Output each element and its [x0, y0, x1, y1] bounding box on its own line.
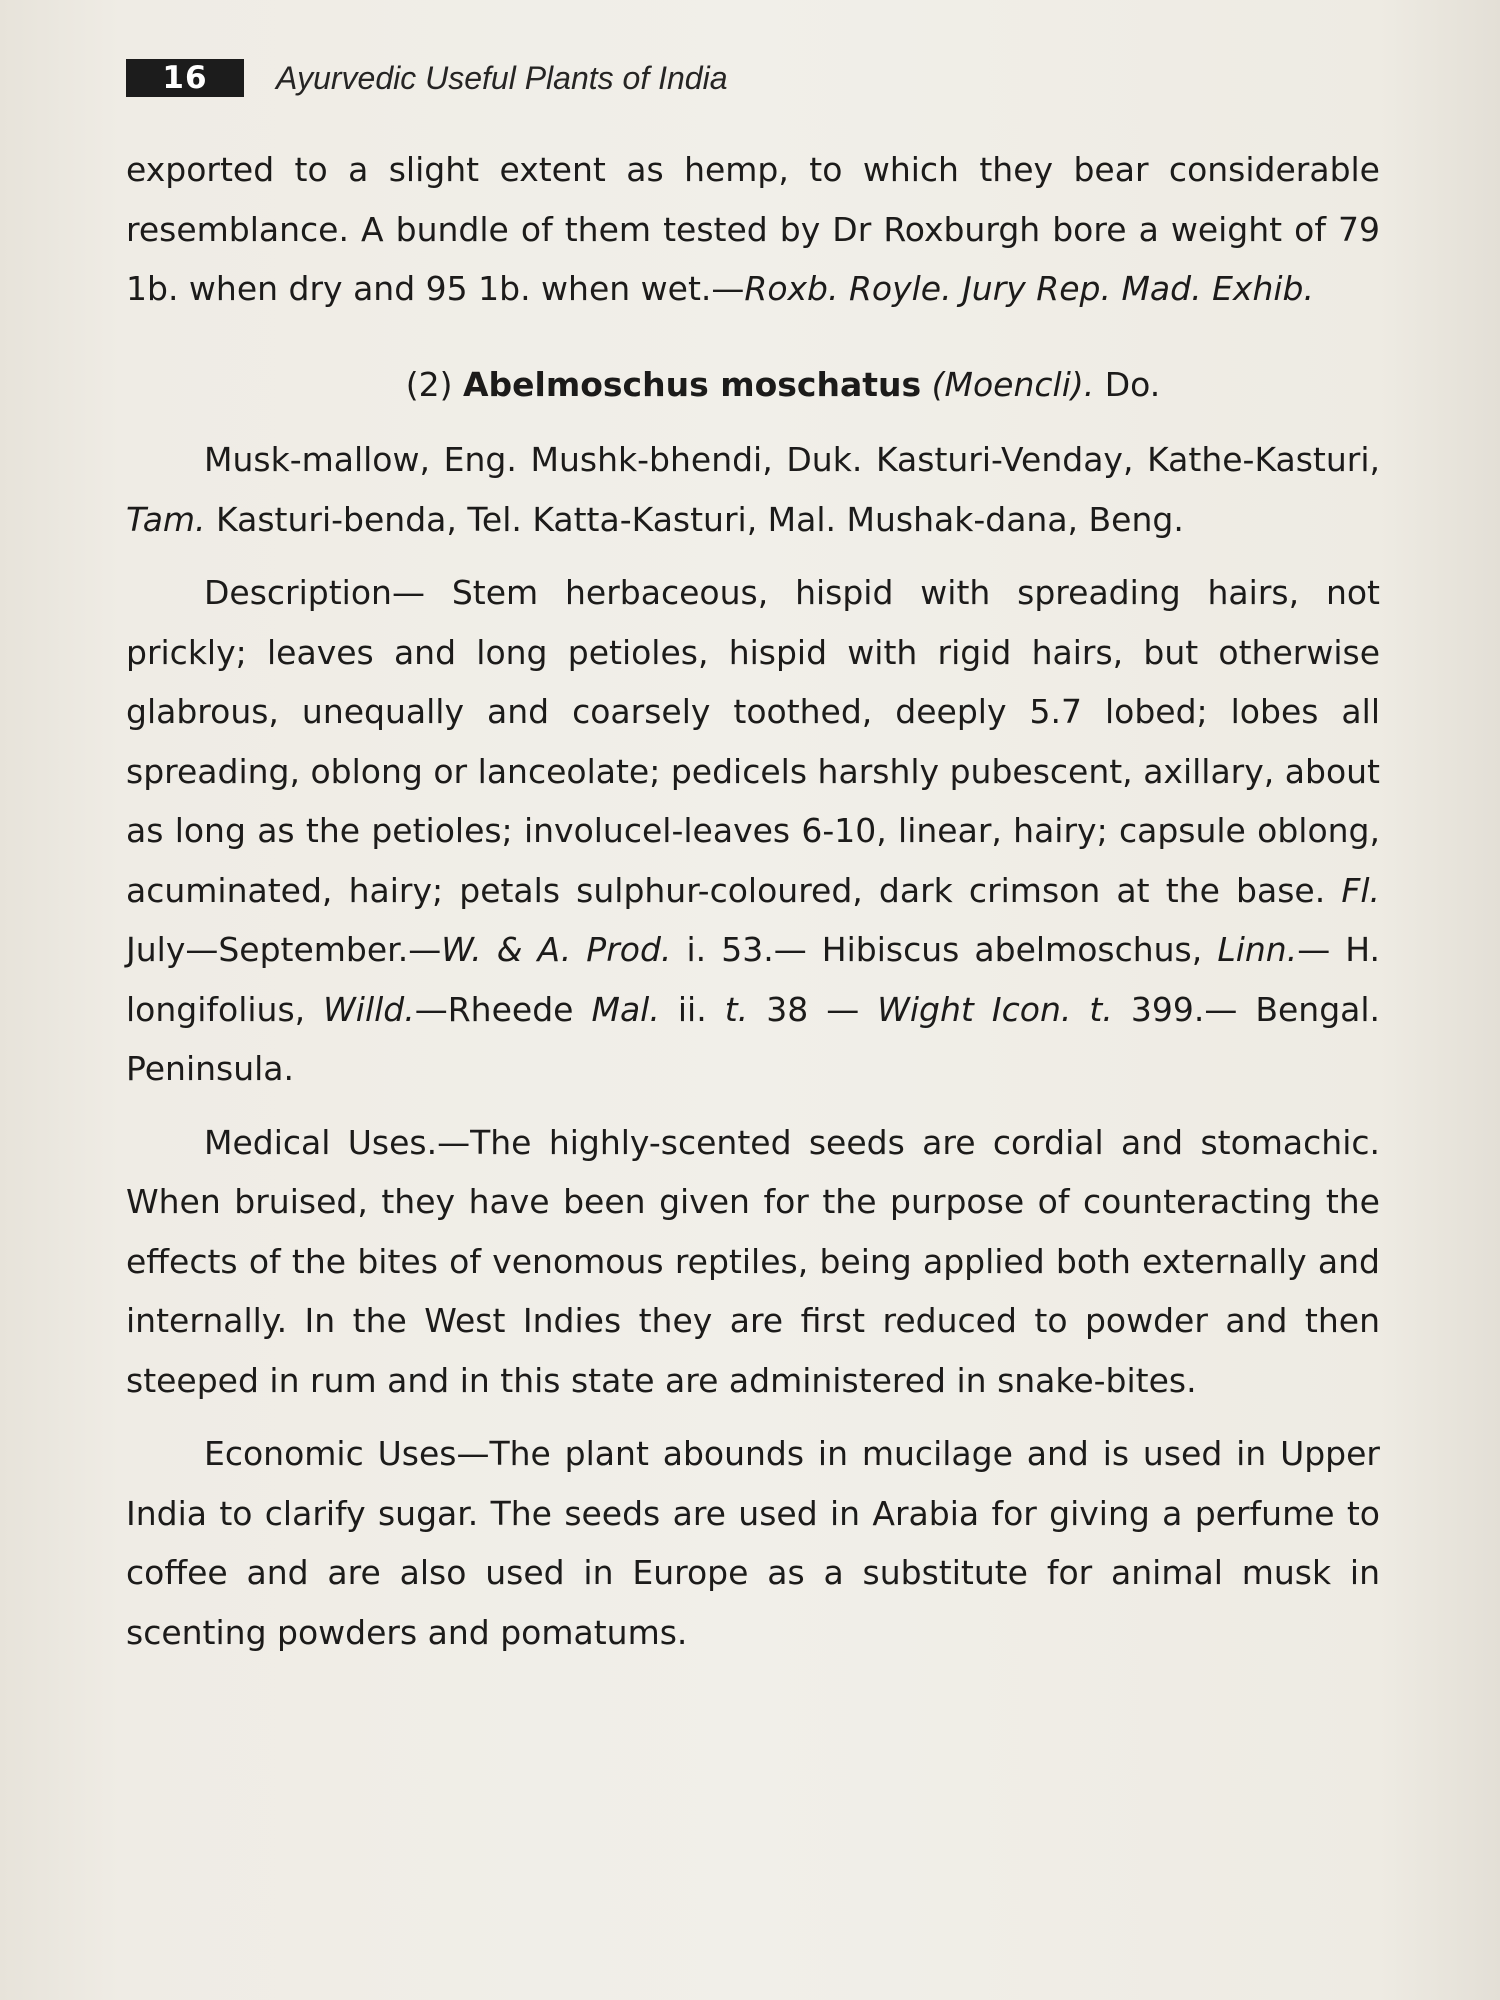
description-text-7: 38 — [748, 989, 878, 1029]
description-text-2: July—September.— [126, 930, 442, 969]
medical-uses-paragraph: Medical Uses.—The highly-scented seeds are cordial and stomachic. When bruised, they have been given for the purpose of counteracting the effects of the bites of venomous reptiles, being applied both externally and internally. In the West Indies they are first reduced to powder and then steeped in rum and in this state are administered in snake-bites. [126, 1122, 1380, 1400]
economic-uses-paragraph: Economic Uses—The plant abounds in mucilage and is used in Upper India to clarify sugar. The seeds are used in Arabia for giving a perfume to coffee and are also used in Europe as a substitute for animal musk in scenting powders and pomatums. [126, 1434, 1380, 1652]
continuation-paragraph [126, 140, 1380, 319]
description-fl: Fl. [1341, 870, 1380, 910]
species-name: Abelmoschus moschatus [462, 364, 922, 404]
description-text-3: i. 53.— Hibiscus abelmoschus, [671, 930, 1218, 969]
description-mal: Mal. [591, 989, 660, 1029]
continuation-text: exported to a slight extent as hemp, to which they bear considerable resemblance. A bundle of them tested by Dr Roxburgh bore a weight of 79 1b. when dry and 95 1b. when wet.— [126, 150, 1380, 308]
description-text-5: —Rheede [414, 989, 592, 1029]
names-tam: Tam. [126, 499, 206, 539]
vernacular-names-paragraph [126, 430, 1380, 549]
names-text: Musk-mallow, Eng. Mushk-bhendi, Duk. Kasturi-Venday, Kathe-Kasturi, [204, 440, 1380, 479]
description-willd: Willd. [323, 989, 415, 1029]
species-suffix: Do. [1104, 364, 1161, 404]
page-body [126, 140, 1380, 1676]
description-text-4: — H. longifolius, [126, 930, 1381, 1029]
description-t: t. [724, 989, 749, 1029]
description-wight: Wight Icon. t. [877, 989, 1113, 1029]
species-heading [126, 355, 1380, 415]
page-header [126, 58, 728, 98]
description-text-8: 399.— Bengal. Peninsula. [126, 989, 1381, 1088]
description-text-6: ii. [659, 989, 725, 1029]
description-wa: W. & A. Prod. [441, 930, 672, 969]
names-text-2: Kasturi-benda, Tel. Katta-Kasturi, Mal. Mushak-dana, Beng. [205, 499, 1184, 539]
page-number: 16 [126, 59, 244, 97]
continuation-citation: Roxb. Royle. Jury Rep. Mad. Exhib. [744, 269, 1314, 308]
running-title: Ayurvedic Useful Plants of India [276, 59, 728, 96]
description-paragraph [126, 563, 1380, 1099]
species-author: (Moencli). [931, 364, 1095, 404]
species-number: (2) [405, 364, 453, 404]
description-text: Description— Stem herbaceous, hispid with spreading hairs, not prickly; leaves and long petioles, hispid with rigid hairs, but otherwise glabrous, unequally and coarsely toothed, deeply 5.7 lobed; lobes all spreading, oblong or lanceolate; pedicels harshly pubescent, axillary, about as long as the petioles; involucel-leaves 6-10, linear, hairy; capsule oblong, acuminated, hairy; petals sulphur-coloured, dark crimson at the base. [126, 573, 1380, 910]
description-linn: Linn. [1217, 930, 1298, 969]
